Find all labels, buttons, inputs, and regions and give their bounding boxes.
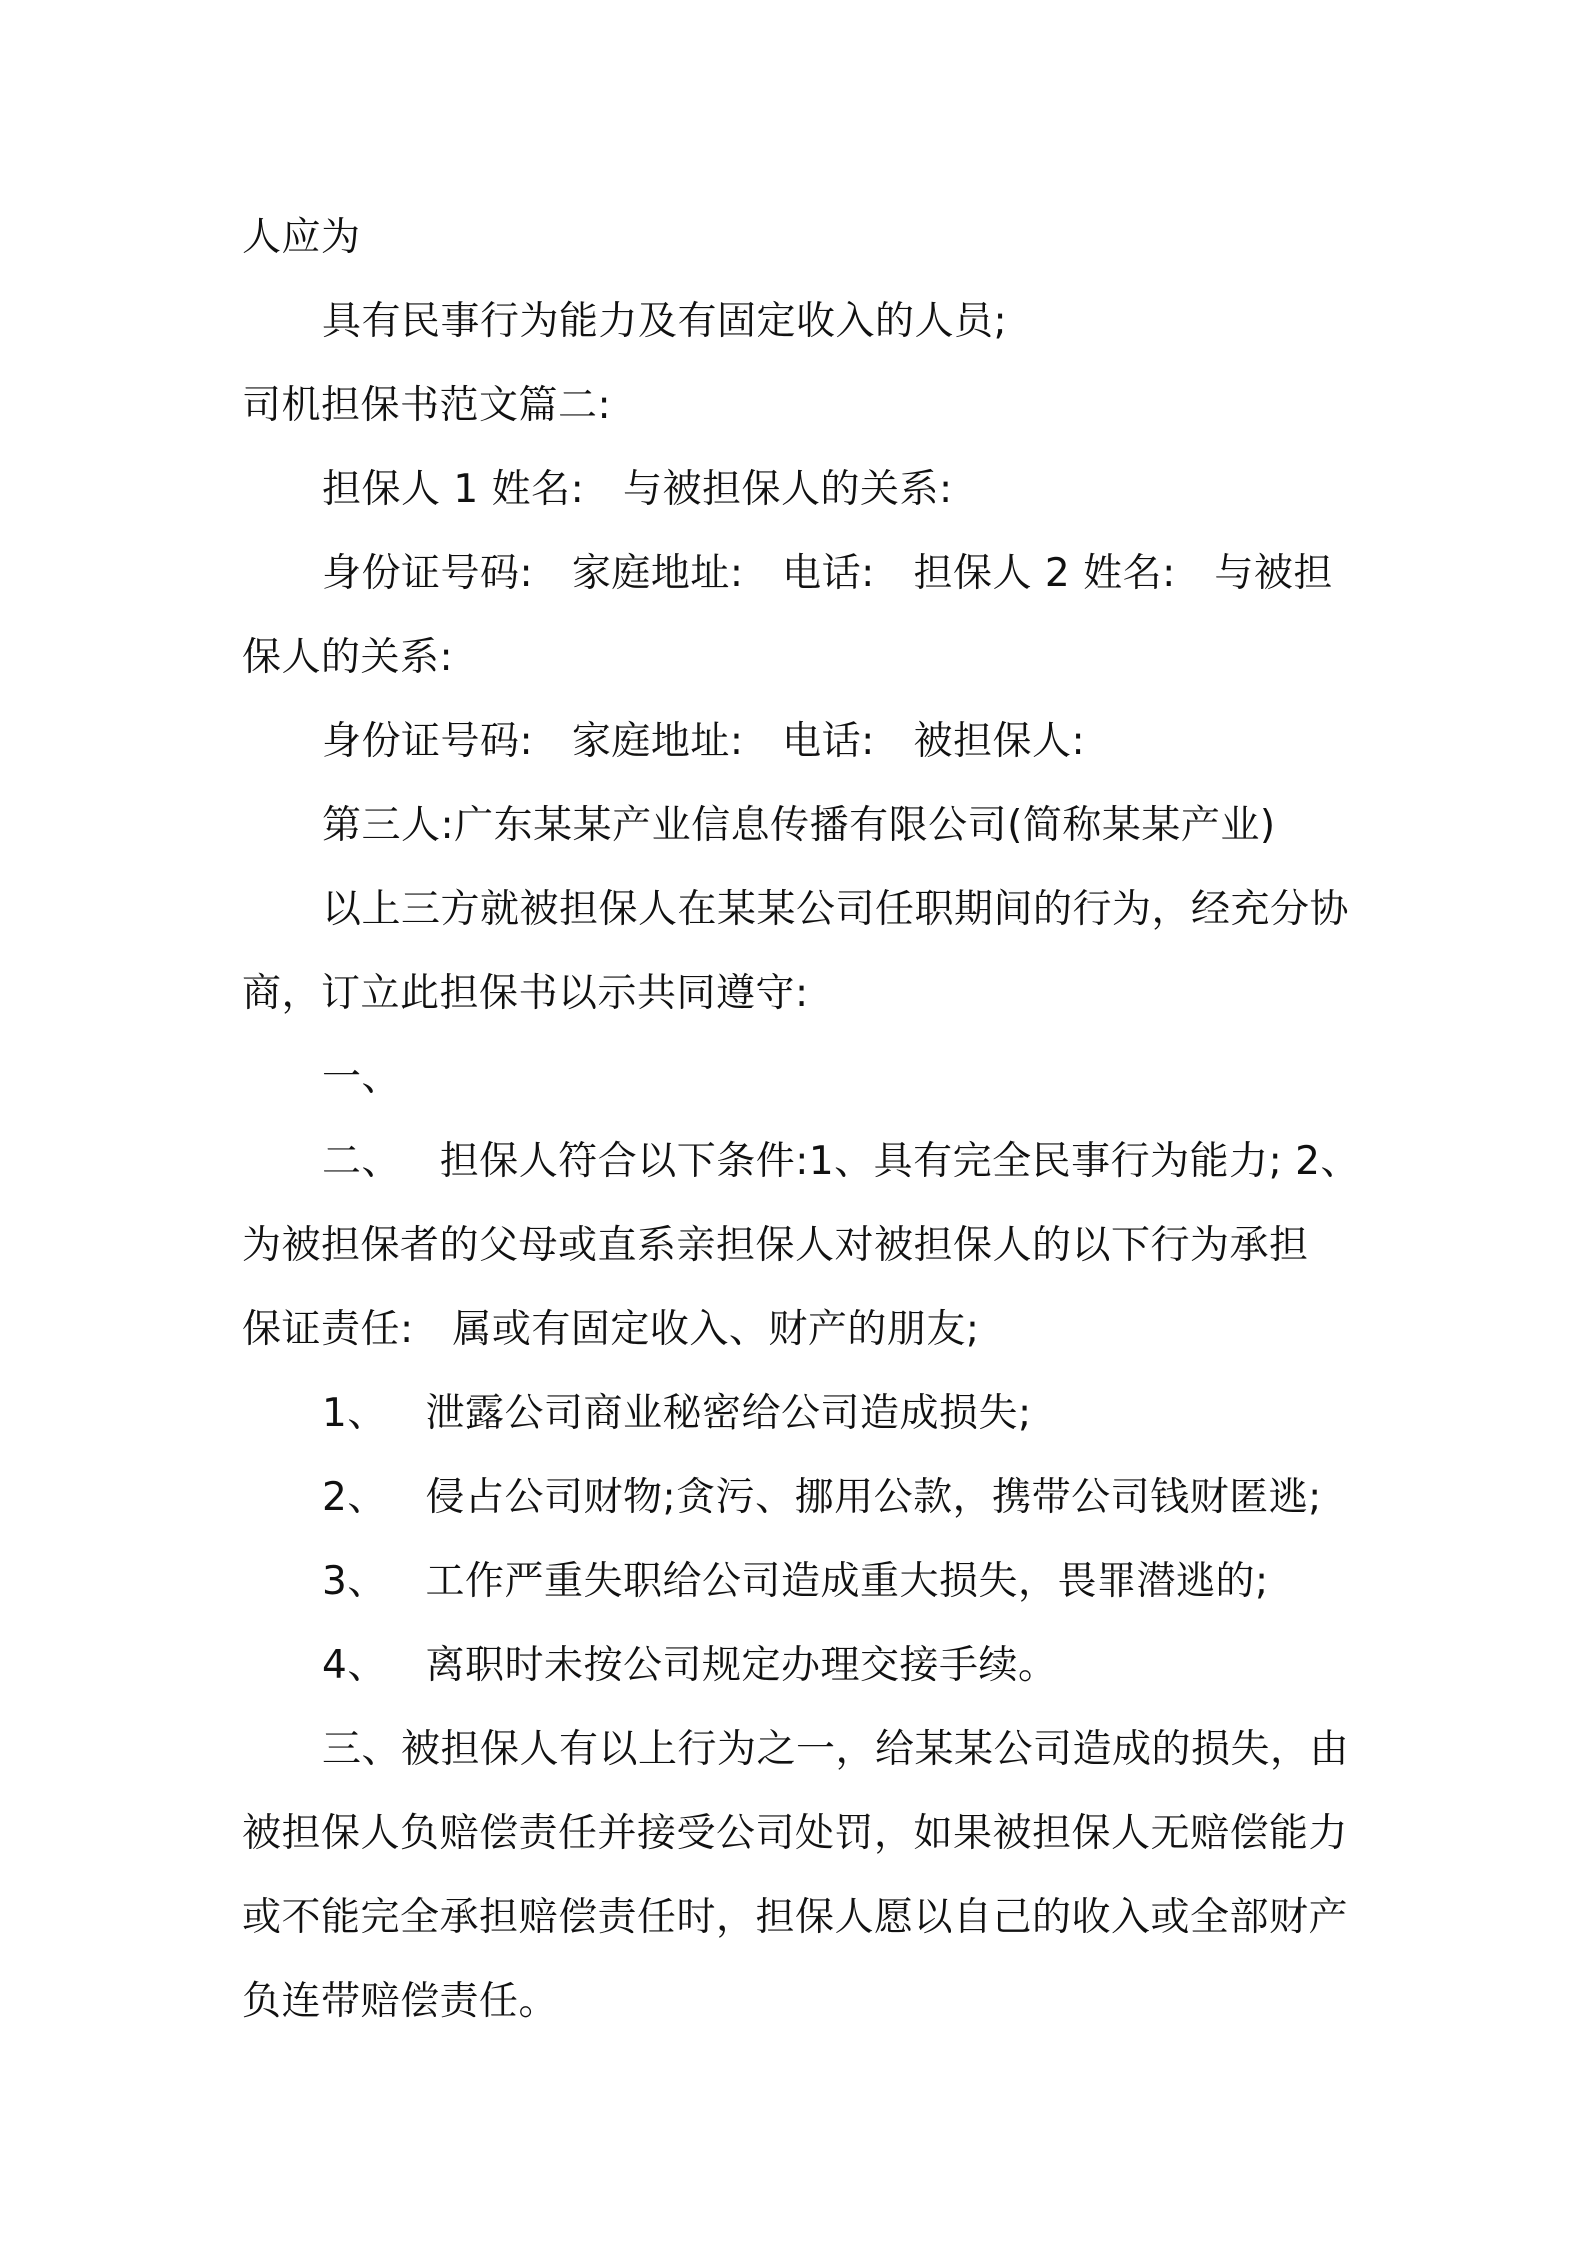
text-line: 商，订立此担保书以示共同遵守:	[242, 971, 809, 1016]
text-line: 为被担保者的父母或直系亲担保人对被担保人的以下行为承担	[242, 1223, 1309, 1268]
text-line: 人应为	[242, 215, 361, 260]
list-item: 3、 工作严重失职给公司造成重大损失，畏罪潜逃的;	[322, 1559, 1269, 1604]
text-line: 负连带赔偿责任。	[242, 1979, 559, 2024]
text-line: 或不能完全承担赔偿责任时，担保人愿以自己的收入或全部财产	[242, 1895, 1349, 1940]
text-line: 以上三方就被担保人在某某公司任职期间的行为，经充分协	[322, 887, 1350, 932]
text-line: 保人的关系:	[242, 635, 454, 680]
section-heading: 司机担保书范文篇二:	[242, 383, 612, 428]
list-item: 1、 泄露公司商业秘密给公司造成损失;	[322, 1391, 1032, 1436]
list-item: 4、 离职时未按公司规定办理交接手续。	[322, 1643, 1058, 1688]
text-line: 身份证号码: 家庭地址: 电话: 担保人 2 姓名: 与被担	[322, 551, 1333, 596]
list-item: 2、 侵占公司财物;贪污、挪用公款，携带公司钱财匿逃;	[322, 1475, 1322, 1520]
text-line: 第三人:广东某某产业信息传播有限公司(简称某某产业)	[322, 803, 1276, 848]
text-line: 二、 担保人符合以下条件:1、具有完全民事行为能力; 2、	[322, 1139, 1360, 1184]
text-line: 三、被担保人有以上行为之一，给某某公司造成的损失，由	[322, 1727, 1350, 1772]
text-line: 具有民事行为能力及有固定收入的人员;	[322, 299, 1008, 344]
text-line: 一、	[322, 1055, 402, 1100]
text-line: 保证责任: 属或有固定收入、财产的朋友;	[242, 1307, 980, 1352]
text-line: 身份证号码: 家庭地址: 电话: 被担保人:	[322, 719, 1086, 764]
text-line: 被担保人负赔偿责任并接受公司处罚，如果被担保人无赔偿能力	[242, 1811, 1349, 1856]
text-line: 担保人 1 姓名: 与被担保人的关系:	[322, 467, 953, 512]
document-body	[242, 196, 1360, 2044]
